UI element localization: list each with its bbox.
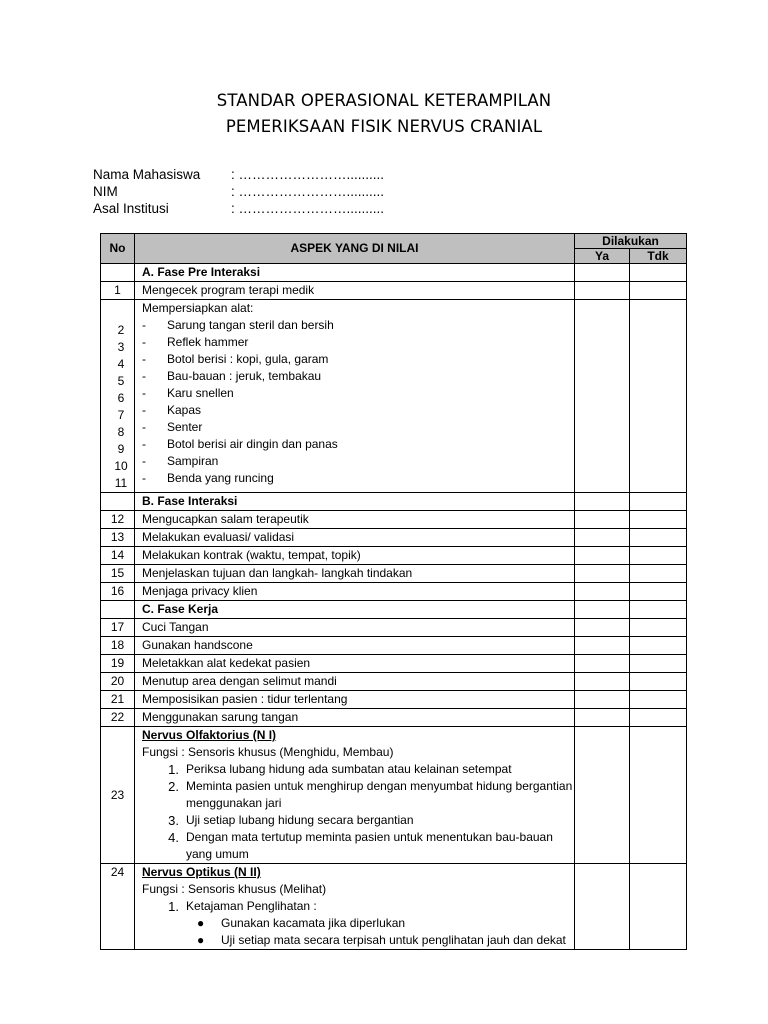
check-tdk[interactable] (630, 691, 687, 709)
check-tdk[interactable] (630, 282, 687, 300)
table-row (101, 583, 687, 601)
bullet-icon: ● (197, 916, 205, 930)
check-tdk[interactable] (630, 619, 687, 637)
check-ya[interactable] (575, 565, 630, 583)
table-row (101, 864, 687, 950)
info-value: : …………………….......... (231, 201, 385, 216)
step-text: Ketajaman Penglihatan : (186, 899, 317, 913)
prep-item: Sarung tangan steril dan bersih (167, 318, 334, 332)
dash-marker: - (142, 386, 146, 400)
row-number: 6 (117, 391, 125, 405)
table-row (101, 619, 687, 637)
bullet-icon: ● (197, 933, 205, 947)
table-row (101, 282, 687, 300)
table-row (101, 709, 687, 727)
header-done: Dilakukan (575, 234, 687, 249)
table-row (101, 673, 687, 691)
prep-item: Reflek hammer (167, 335, 249, 349)
dash-marker: - (142, 420, 146, 434)
row-number: 19 (101, 655, 135, 673)
dash-marker: - (142, 471, 146, 485)
row-number: 16 (101, 583, 135, 601)
row-text: Memposisikan pasien : tidur terlentang (135, 691, 575, 709)
row-number: 3 (117, 340, 125, 354)
check-tdk[interactable] (630, 864, 687, 950)
dash-marker: - (142, 318, 146, 332)
bullet-text: Gunakan kacamata jika diperlukan (221, 916, 406, 930)
optic-cell (135, 864, 575, 950)
nerve-title: Nervus Optikus (N II) (142, 865, 261, 879)
dash-marker: - (142, 454, 146, 468)
row-number: 24 (101, 864, 135, 950)
check-tdk[interactable] (630, 583, 687, 601)
check-ya[interactable] (575, 264, 630, 282)
row-number: 9 (117, 442, 125, 456)
nerve-function: Fungsi : Sensoris khusus (Melihat) (142, 882, 327, 896)
row-text: Melakukan kontrak (waktu, tempat, topik) (135, 547, 575, 565)
row-number: 12 (101, 511, 135, 529)
check-tdk[interactable] (630, 601, 687, 619)
check-tdk[interactable] (630, 264, 687, 282)
row-number: 2 (117, 323, 125, 337)
row-number: 11 (114, 476, 128, 490)
check-ya[interactable] (575, 637, 630, 655)
table-row (101, 691, 687, 709)
info-row-institution (93, 200, 384, 217)
table-row (101, 511, 687, 529)
row-text: Melakukan evaluasi/ validasi (135, 529, 575, 547)
row-numbers (101, 300, 135, 493)
step-text: Dengan mata tertutup meminta pasien untuk menentukan bau-bauan yang umum (186, 830, 553, 861)
check-tdk[interactable] (630, 493, 687, 511)
check-tdk[interactable] (630, 727, 687, 864)
step-number: 1. (168, 899, 179, 914)
check-ya[interactable] (575, 709, 630, 727)
prep-cell (135, 300, 575, 493)
dash-marker: - (142, 369, 146, 383)
step-text: Periksa lubang hidung ada sumbatan atau kelainan setempat (186, 762, 512, 776)
document-title-line2: PEMERIKSAAN FISIK NERVUS CRANIAL (225, 117, 543, 136)
prep-item: Botol berisi : kopi, gula, garam (167, 352, 329, 366)
prep-item: Botol berisi air dingin dan panas (167, 437, 338, 451)
check-tdk[interactable] (630, 511, 687, 529)
step-number: 4. (168, 830, 179, 845)
row-number: 22 (101, 709, 135, 727)
section-interaction: B. Fase Interaksi (135, 493, 575, 511)
table-row (101, 529, 687, 547)
check-ya[interactable] (575, 727, 630, 864)
prep-item: Sampiran (167, 454, 219, 468)
table-row (101, 547, 687, 565)
row-number: 15 (101, 565, 135, 583)
table-row (101, 565, 687, 583)
assessment-table (100, 233, 687, 950)
row-number: 4 (117, 357, 125, 371)
row-number: 14 (101, 547, 135, 565)
row-number: 20 (101, 673, 135, 691)
header-tdk: Tdk (630, 249, 687, 264)
info-row-name (93, 166, 384, 183)
check-ya[interactable] (575, 547, 630, 565)
nerve-function: Fungsi : Sensoris khusus (Menghidu, Membau) (142, 745, 394, 759)
row-number: 10 (114, 459, 128, 473)
prep-title: Mempersiapkan alat: (142, 301, 254, 315)
step-number: 1. (168, 762, 179, 777)
row-number: 21 (101, 691, 135, 709)
table-row (101, 300, 687, 493)
check-tdk[interactable] (630, 565, 687, 583)
row-number: 13 (101, 529, 135, 547)
check-ya[interactable] (575, 691, 630, 709)
step-text: Uji setiap lubang hidung secara bergantian (186, 813, 414, 827)
prep-item: Senter (167, 420, 203, 434)
table-row (101, 727, 687, 864)
check-tdk[interactable] (630, 637, 687, 655)
step-text: Meminta pasien untuk menghirup dengan menyumbat hidung bergantian menggunakan jari (186, 779, 573, 810)
row-text: Menjelaskan tujuan dan langkah- langkah tindakan (135, 565, 575, 583)
check-tdk[interactable] (630, 709, 687, 727)
header-aspect: ASPEK YANG DI NILAI (135, 234, 575, 264)
check-tdk[interactable] (630, 655, 687, 673)
check-ya[interactable] (575, 511, 630, 529)
info-value: : …………………….......... (231, 184, 385, 199)
check-ya[interactable] (575, 619, 630, 637)
check-ya[interactable] (575, 300, 630, 493)
row-text: Mengucapkan salam terapeutik (135, 511, 575, 529)
row-text: Menutup area dengan selimut mandi (135, 673, 575, 691)
dash-marker: - (142, 335, 146, 349)
step-number: 3. (168, 813, 179, 828)
check-ya[interactable] (575, 583, 630, 601)
row-number: 1 (101, 282, 135, 300)
row-number: 18 (101, 637, 135, 655)
row-text: Menjaga privacy klien (135, 583, 575, 601)
check-ya[interactable] (575, 493, 630, 511)
table-row (101, 637, 687, 655)
info-value: : …………………….......... (231, 167, 385, 182)
row-text: Menggunakan sarung tangan (135, 709, 575, 727)
check-ya[interactable] (575, 864, 630, 950)
check-ya[interactable] (575, 282, 630, 300)
header-no: No (101, 234, 135, 264)
prep-item: Bau-bauan : jeruk, tembakau (167, 369, 322, 383)
row-number: 7 (117, 408, 125, 422)
check-tdk[interactable] (630, 529, 687, 547)
check-ya[interactable] (575, 601, 630, 619)
section-work-phase: C. Fase Kerja (135, 601, 575, 619)
check-tdk[interactable] (630, 300, 687, 493)
row-number: 23 (101, 727, 135, 864)
dash-marker: - (142, 403, 146, 417)
student-info (93, 166, 384, 217)
bullet-text: Uji setiap mata secara terpisah untuk penglihatan jauh dan dekat (221, 933, 566, 947)
row-text: Gunakan handscone (135, 637, 575, 655)
prep-item: Karu snellen (167, 386, 234, 400)
dash-marker: - (142, 352, 146, 366)
row-number: 5 (117, 374, 125, 388)
info-label: NIM (93, 184, 118, 199)
nerve-title: Nervus Olfaktorius (N I) (142, 728, 277, 742)
document-title-line1: STANDAR OPERASIONAL KETERAMPILAN (216, 91, 552, 110)
row-number: 8 (117, 425, 125, 439)
check-ya[interactable] (575, 529, 630, 547)
check-tdk[interactable] (630, 673, 687, 691)
info-label: Nama Mahasiswa (93, 167, 201, 182)
section-pre-interaction: A. Fase Pre Interaksi (135, 264, 575, 282)
check-ya[interactable] (575, 655, 630, 673)
check-tdk[interactable] (630, 547, 687, 565)
header-yes: Ya (575, 249, 630, 264)
row-text: Cuci Tangan (135, 619, 575, 637)
row-text: Meletakkan alat kedekat pasien (135, 655, 575, 673)
info-row-nim (93, 183, 384, 200)
check-ya[interactable] (575, 673, 630, 691)
step-number: 2. (168, 779, 179, 794)
table-row (101, 655, 687, 673)
olfactory-cell (135, 727, 575, 864)
prep-item: Benda yang runcing (167, 471, 274, 485)
prep-item: Kapas (167, 403, 202, 417)
info-label: Asal Institusi (93, 201, 169, 216)
row-text: Mengecek program terapi medik (135, 282, 575, 300)
row-number: 17 (101, 619, 135, 637)
dash-marker: - (142, 437, 146, 451)
